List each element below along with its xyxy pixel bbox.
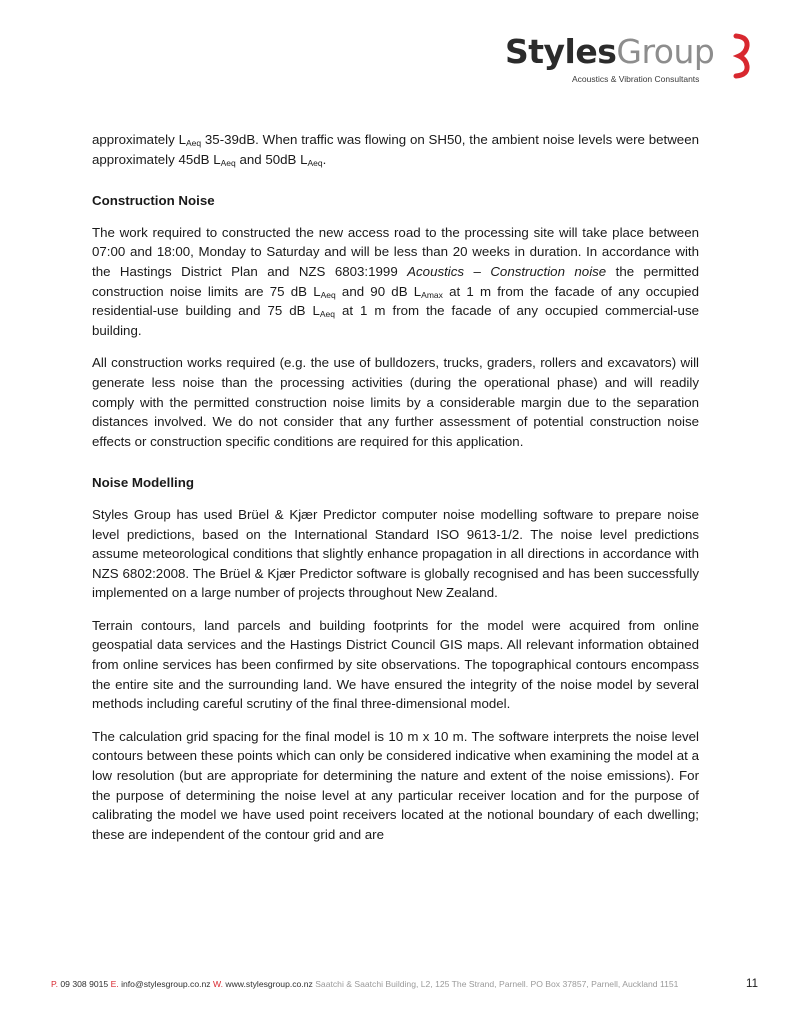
paragraph-ambient-noise [92,130,699,169]
subscript: Aeq [220,157,236,168]
text: The work required to constructed the new access road to the processing site will take place between 07:00 and 18:00, Monday to Saturday and will be less than 20 weeks in duration. In accordance with the Hastings District Plan and NZS 6803:1999 [92,224,699,279]
subscript: Amax [421,289,443,300]
text: and 90 dB L [335,283,422,299]
paragraph-predictor-software: Styles Group has used Brüel & Kjær Predictor computer noise modelling software to prepare noise level predictions, based on the International Standard ISO 9613-1/2. The noise level predictions assume meteorological conditions that slightly enhance propagation in all directions in accordance with NZS 6802:2008. The Brüel & Kjær Predictor software is globally recognised and has been successfully implemented on a large number of projects throughout New Zealand. [92,506,699,601]
paragraph-construction-works: All construction works required (e.g. the use of bulldozers, trucks, graders, rollers and excavators) will generate less noise than the processing activities (during the operational phase) and will readily comply with the permitted construction noise limits by a considerable margin due to the separation distances involved. We do not consider that any further assessment of potential construction noise effects or construction specific conditions are required for this application. [92,355,699,449]
text: the permitted construction noise limits are 75 dB L [92,263,699,299]
subscript: Aeq [185,138,202,148]
document-body [92,130,699,844]
subscript: Aeq [320,289,336,300]
logo-word-group: Group [616,32,715,71]
footer-email-link[interactable]: info@stylesgroup.co.nz [121,979,211,989]
company-logo [505,33,760,91]
text: at 1 m from the facade of any occupied commercial-use building. [92,303,699,338]
text: and 50dB L [235,151,308,167]
logo-wordmark [505,33,714,71]
phone-label: P. [51,979,59,989]
heading-noise-modelling: Noise Modelling [92,475,194,491]
standard-title: Acoustics – Construction noise [407,263,607,279]
footer-phone: 09 308 9015 [60,979,109,989]
footer-website-link[interactable]: www.stylesgroup.co.nz [225,979,313,989]
logo-bracket-icon [733,33,755,79]
web-label: W. [212,979,223,989]
email-label: E. [110,979,119,989]
footer-address: Saatchi & Saatchi Building, L2, 125 The Strand, Parnell. PO Box 37857, Parnell, Auckland 1151 [315,979,679,989]
text: . [322,151,327,167]
page-number: 11 [746,978,758,990]
text: 35-39dB. When traffic was flowing on SH50, the ambient noise levels were between approximately 45dB L [92,132,699,167]
paragraph-construction-limits [92,223,699,341]
paragraph-terrain-contours: Terrain contours, land parcels and building footprints for the model were acquired from online geospatial data services and the Hastings District Council GIS maps. All relevant information obtained from online services has been confirmed by site observations. The topographical contours encompass the entire site and the surrounding land. We have ensured the integrity of the noise model by several methods including careful scrutiny of the final three-dimensional model. [92,617,699,712]
page-footer [51,979,758,993]
text: at 1 m from the facade of any occupied residential-use building and 75 dB L [92,283,699,319]
subscript: Aeq [307,157,323,168]
logo-word-styles: Styles [505,32,617,71]
heading-construction-noise: Construction Noise [92,193,215,209]
paragraph-calculation-grid: The calculation grid spacing for the final model is 10 m x 10 m. The software interprets the noise level contours between these points which can only be considered indicative when examining the model at a low resolution (but are appropriate for determining the nature and extent of the noise emissions). For the purpose of determining the noise level at any particular receiver location and for the purpose of calibrating the model we have used point receivers located at the notional boundary of each dwelling; these are independent of the contour grid and are [92,728,699,842]
subscript: Aeq [319,309,335,320]
footer-contact [51,979,678,989]
text: approximately L [92,132,186,147]
logo-tagline: Acoustics & Vibration Consultants [572,74,700,84]
